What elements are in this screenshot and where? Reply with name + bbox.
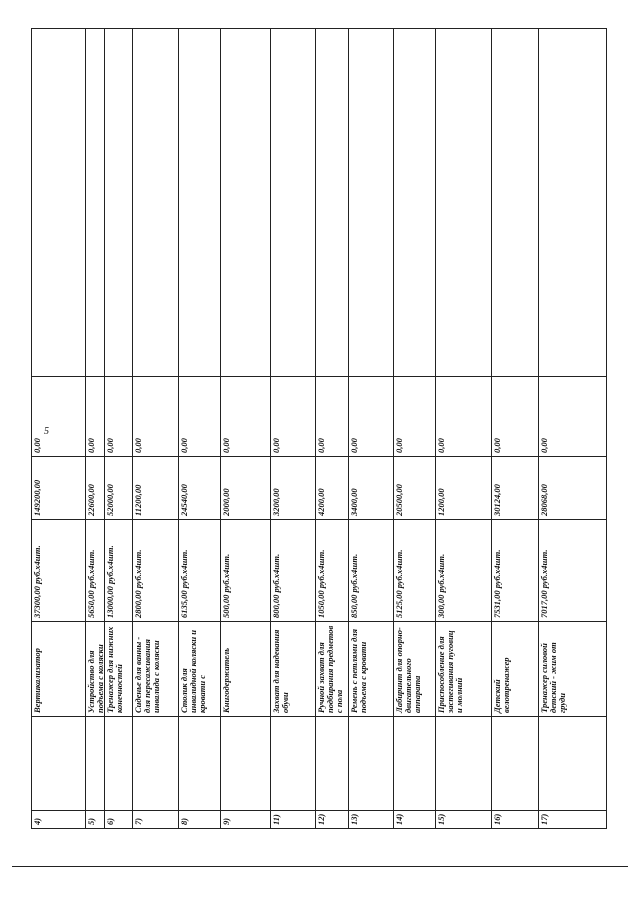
item-name: Сиденье для ванны - для пересаживания инвалида с коляски — [133, 622, 179, 717]
unit-price-qty: 500,00 руб.x4шт. — [221, 520, 271, 622]
extra-value: 0,00 — [271, 377, 316, 457]
empty-cell — [221, 29, 271, 377]
empty-cell — [349, 717, 394, 811]
row-number: 8) — [179, 811, 221, 829]
item-name: Лабиринт для опорно-двигательного аппарата — [394, 622, 436, 717]
empty-cell — [492, 717, 539, 811]
row-number: 6) — [105, 811, 133, 829]
item-name: Ручной захват для подбирания предметов с пола — [316, 622, 349, 717]
total-cost: 28068,00 — [539, 457, 607, 520]
unit-price-qty: 7017,00 руб.x4шт. — [539, 520, 607, 622]
item-name: Книгодержатель — [221, 622, 271, 717]
table-row — [105, 29, 133, 829]
item-name: Захват для надевания обуви — [271, 622, 316, 717]
total-cost: 22600,00 — [86, 457, 105, 520]
rotated-table-container — [31, 29, 603, 829]
extra-value: 0,00 — [179, 377, 221, 457]
total-cost: 2000,00 — [221, 457, 271, 520]
extra-value: 0,00 — [394, 377, 436, 457]
item-name: Тренажер для нижних конечностей — [105, 622, 133, 717]
empty-cell — [394, 717, 436, 811]
empty-cell — [105, 717, 133, 811]
empty-cell — [105, 29, 133, 377]
row-number: 9) — [221, 811, 271, 829]
empty-cell — [32, 717, 86, 811]
row-number: 4) — [32, 811, 86, 829]
empty-cell — [133, 29, 179, 377]
empty-cell — [436, 29, 492, 377]
total-cost: 11200,00 — [133, 457, 179, 520]
table-row — [86, 29, 105, 829]
unit-price-qty: 6135,00 руб.x4шт. — [179, 520, 221, 622]
unit-price-qty: 5650,00 руб.x4шт. — [86, 520, 105, 622]
total-cost: 24540,00 — [179, 457, 221, 520]
extra-value: 0,00 — [492, 377, 539, 457]
item-name: Детский велотренажер — [492, 622, 539, 717]
empty-cell — [349, 29, 394, 377]
table-row — [221, 29, 271, 829]
unit-price-qty: 300,00 руб.x4шт. — [436, 520, 492, 622]
extra-value: 0,00 — [86, 377, 105, 457]
empty-cell — [179, 717, 221, 811]
extra-value: 0,00 — [133, 377, 179, 457]
table-row — [271, 29, 316, 829]
item-name: Устройство для подъема с коляски — [86, 622, 105, 717]
row-number: 15) — [436, 811, 492, 829]
total-cost: 1200,00 — [436, 457, 492, 520]
empty-cell — [179, 29, 221, 377]
total-cost: 20500,00 — [394, 457, 436, 520]
row-number: 7) — [133, 811, 179, 829]
table-row — [349, 29, 394, 829]
empty-cell — [492, 29, 539, 377]
item-name: Вертикализатор — [32, 622, 86, 717]
table-row — [436, 29, 492, 829]
total-cost: 30124,00 — [492, 457, 539, 520]
table-row — [316, 29, 349, 829]
row-number: 12) — [316, 811, 349, 829]
unit-price-qty: 1050,00 руб.x4шт. — [316, 520, 349, 622]
empty-cell — [394, 29, 436, 377]
total-cost: 52000,00 — [105, 457, 133, 520]
extra-value: 0,00 — [221, 377, 271, 457]
item-name: Столик для инвалидной коляски и кровати с — [179, 622, 221, 717]
row-number: 16) — [492, 811, 539, 829]
table-row — [133, 29, 179, 829]
empty-cell — [86, 29, 105, 377]
budget-table — [31, 28, 607, 829]
empty-cell — [271, 29, 316, 377]
unit-price-qty: 2800,00 руб.x4шт. — [133, 520, 179, 622]
item-name: Приспособление для застегивания пуговиц и молний — [436, 622, 492, 717]
total-cost: 3400,00 — [349, 457, 394, 520]
empty-cell — [86, 717, 105, 811]
total-cost: 4200,00 — [316, 457, 349, 520]
row-number: 11) — [271, 811, 316, 829]
empty-cell — [436, 717, 492, 811]
item-name: Тренажер силовой детский - жим от груди — [539, 622, 607, 717]
extra-value: 0,00 — [349, 377, 394, 457]
empty-cell — [316, 717, 349, 811]
extra-value: 0,00 — [316, 377, 349, 457]
row-number: 14) — [394, 811, 436, 829]
row-number: 17) — [539, 811, 607, 829]
table-row — [539, 29, 607, 829]
empty-cell — [32, 29, 86, 377]
extra-value: 0,00 — [32, 377, 86, 457]
bottom-rule — [12, 866, 628, 867]
empty-cell — [539, 29, 607, 377]
unit-price-qty: 5125,00 руб.x4шт. — [394, 520, 436, 622]
table-row — [394, 29, 436, 829]
table-row — [32, 29, 86, 829]
unit-price-qty: 800,00 руб.x4шт. — [271, 520, 316, 622]
empty-cell — [271, 717, 316, 811]
empty-cell — [539, 717, 607, 811]
unit-price-qty: 37300,00 руб.x4шт. — [32, 520, 86, 622]
unit-price-qty: 850,00 руб.x4шт. — [349, 520, 394, 622]
extra-value: 0,00 — [539, 377, 607, 457]
total-cost: 149200,00 — [32, 457, 86, 520]
empty-cell — [221, 717, 271, 811]
unit-price-qty: 13000,00 руб.x4шт. — [105, 520, 133, 622]
table-row — [492, 29, 539, 829]
table-row — [179, 29, 221, 829]
unit-price-qty: 7531,00 руб.x4шт. — [492, 520, 539, 622]
row-number: 5) — [86, 811, 105, 829]
empty-cell — [133, 717, 179, 811]
item-name: Ремень с петлями для подъема с кровати — [349, 622, 394, 717]
total-cost: 3200,00 — [271, 457, 316, 520]
page-number: 5 — [44, 426, 49, 437]
row-number: 13) — [349, 811, 394, 829]
extra-value: 0,00 — [436, 377, 492, 457]
extra-value: 0,00 — [105, 377, 133, 457]
empty-cell — [316, 29, 349, 377]
